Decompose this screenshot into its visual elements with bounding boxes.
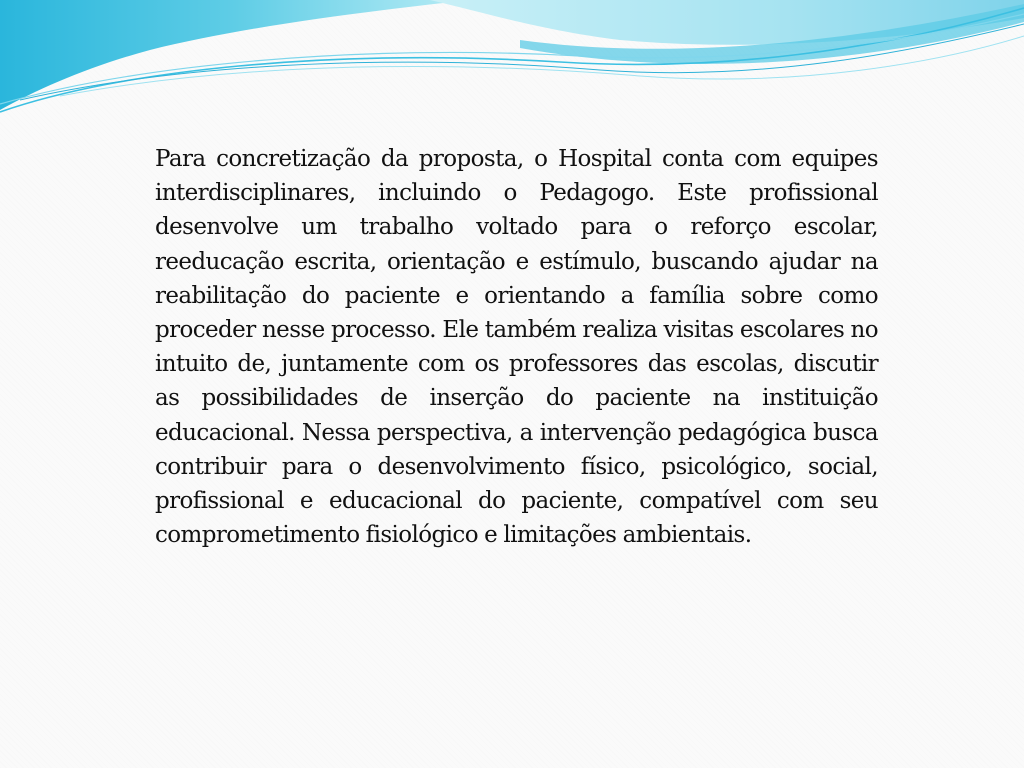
header-wave-decoration — [0, 0, 1024, 130]
wave-dark-band — [0, 0, 470, 110]
body-paragraph: Para concretização da proposta, o Hospital conta com equipes interdisciplinares, incluindo o Pedagogo. Este profissional desenvolve um trabalho voltado para o reforço escolar, reeducação escrita, orientação e estímulo, buscando ajudar na reabilitação do paciente e orientando a família sobre como proceder nesse processo. Ele também realiza visitas escolares no intuito de, juntamente com os professores das escolas, discutir as possibilidades de inserção do paciente na instituição educacional. Nessa perspectiva, a intervenção pedagógica busca contribuir para o desenvolvimento físico, psicológico, social, profissional e educacional do paciente, compatível com seu comprometimento fisiológico e limitações ambientais. — [155, 146, 878, 549]
